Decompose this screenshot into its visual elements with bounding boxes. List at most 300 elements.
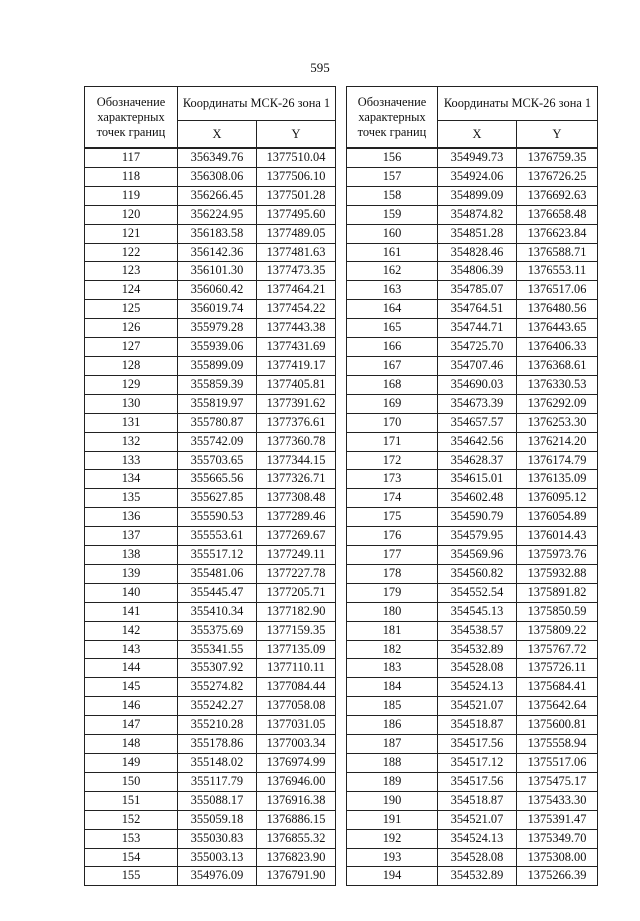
table-row [347,564,598,583]
table-row [347,716,598,735]
table-row [85,527,336,546]
point-id-cell: 187 [347,735,438,754]
table-row [85,867,336,886]
x-coordinate-cell: 356349.76 [178,148,257,167]
y-coordinate-cell: 1375308.00 [517,848,598,867]
x-coordinate-cell: 354949.73 [438,148,517,167]
table-row [347,602,598,621]
y-coordinate-cell: 1375475.17 [517,772,598,791]
x-coordinate-cell: 354528.08 [438,848,517,867]
y-coordinate-cell: 1377506.10 [257,167,336,186]
x-coordinate-cell: 355742.09 [178,432,257,451]
x-coordinate-cell: 355117.79 [178,772,257,791]
point-id-cell: 135 [85,489,178,508]
table-row [347,413,598,432]
point-id-cell: 124 [85,281,178,300]
y-coordinate-cell: 1377227.78 [257,564,336,583]
point-id-cell: 140 [85,583,178,602]
table-row [85,791,336,810]
point-id-cell: 138 [85,546,178,565]
table-row [85,375,336,394]
point-id-cell: 131 [85,413,178,432]
point-id-cell: 182 [347,640,438,659]
x-coordinate-cell: 355307.92 [178,659,257,678]
table-row [85,829,336,848]
y-coordinate-cell: 1375767.72 [517,640,598,659]
x-coordinate-cell: 354521.07 [438,697,517,716]
x-coordinate-cell: 355517.12 [178,546,257,565]
y-coordinate-cell: 1376135.09 [517,470,598,489]
y-coordinate-cell: 1375600.81 [517,716,598,735]
table-row [85,621,336,640]
y-coordinate-cell: 1376095.12 [517,489,598,508]
x-coordinate-cell: 354552.54 [438,583,517,602]
y-coordinate-cell: 1377405.81 [257,375,336,394]
x-coordinate-cell: 355242.27 [178,697,257,716]
y-coordinate-cell: 1377391.62 [257,394,336,413]
y-coordinate-cell: 1376054.89 [517,508,598,527]
y-coordinate-cell: 1377084.44 [257,678,336,697]
point-id-cell: 130 [85,394,178,413]
x-coordinate-cell: 356019.74 [178,300,257,319]
x-coordinate-cell: 355148.02 [178,754,257,773]
x-coordinate-cell: 355210.28 [178,716,257,735]
x-coordinate-cell: 355899.09 [178,356,257,375]
y-coordinate-cell: 1376517.06 [517,281,598,300]
table-row [347,754,598,773]
table-row [347,281,598,300]
x-coordinate-cell: 356266.45 [178,186,257,205]
table-row [347,678,598,697]
x-coordinate-cell: 355481.06 [178,564,257,583]
x-coordinate-cell: 354532.89 [438,640,517,659]
point-id-cell: 120 [85,205,178,224]
table-row [347,167,598,186]
table-row [347,470,598,489]
x-coordinate-cell: 354560.82 [438,564,517,583]
point-id-cell: 127 [85,338,178,357]
point-id-cell: 194 [347,867,438,886]
table-row [347,224,598,243]
y-coordinate-cell: 1377443.38 [257,319,336,338]
y-coordinate-cell: 1377182.90 [257,602,336,621]
table-row [347,394,598,413]
y-coordinate-cell: 1377135.09 [257,640,336,659]
y-coordinate-cell: 1377110.11 [257,659,336,678]
point-id-cell: 183 [347,659,438,678]
table-row [347,356,598,375]
table-row [347,186,598,205]
table-row [347,508,598,527]
table-row [347,546,598,565]
table-row [347,262,598,281]
x-coordinate-cell: 354657.57 [438,413,517,432]
x-coordinate-cell: 356101.30 [178,262,257,281]
x-coordinate-cell: 355178.86 [178,735,257,754]
table-row [85,243,336,262]
x-coordinate-cell: 355375.69 [178,621,257,640]
y-coordinate-cell: 1377473.35 [257,262,336,281]
x-coordinate-cell: 354924.06 [438,167,517,186]
point-id-cell: 189 [347,772,438,791]
point-id-cell: 175 [347,508,438,527]
table-row [85,678,336,697]
y-coordinate-cell: 1375558.94 [517,735,598,754]
table-row [85,205,336,224]
x-coordinate-cell: 354976.09 [178,867,257,886]
y-coordinate-cell: 1376658.48 [517,205,598,224]
point-id-cell: 139 [85,564,178,583]
x-coordinate-cell: 356224.95 [178,205,257,224]
point-id-cell: 160 [347,224,438,243]
table-row [347,451,598,470]
table-row [85,489,336,508]
y-coordinate-cell: 1377344.15 [257,451,336,470]
point-id-cell: 141 [85,602,178,621]
point-id-cell: 143 [85,640,178,659]
point-id-cell: 150 [85,772,178,791]
y-coordinate-cell: 1376974.99 [257,754,336,773]
y-coordinate-cell: 1376174.79 [517,451,598,470]
x-coordinate-cell: 354517.56 [438,772,517,791]
point-id-cell: 184 [347,678,438,697]
point-id-cell: 171 [347,432,438,451]
point-id-cell: 159 [347,205,438,224]
table-row [85,432,336,451]
x-coordinate-cell: 354532.89 [438,867,517,886]
point-id-cell: 144 [85,659,178,678]
x-coordinate-cell: 354744.71 [438,319,517,338]
table-row [347,697,598,716]
y-coordinate-cell: 1375850.59 [517,602,598,621]
y-coordinate-cell: 1375891.82 [517,583,598,602]
table-row [85,451,336,470]
point-id-cell: 153 [85,829,178,848]
table-row [85,470,336,489]
table-row [85,186,336,205]
x-coordinate-cell: 354707.46 [438,356,517,375]
x-coordinate-cell: 354518.87 [438,716,517,735]
y-coordinate-cell: 1377464.21 [257,281,336,300]
point-id-cell: 122 [85,243,178,262]
point-id-cell: 179 [347,583,438,602]
point-id-cell: 121 [85,224,178,243]
y-coordinate-cell: 1376886.15 [257,810,336,829]
table-row [347,148,598,167]
y-coordinate-cell: 1377489.05 [257,224,336,243]
point-id-cell: 167 [347,356,438,375]
x-coordinate-cell: 354628.37 [438,451,517,470]
point-id-cell: 128 [85,356,178,375]
y-header: Y [257,121,336,149]
table-row [347,659,598,678]
y-coordinate-cell: 1376692.63 [517,186,598,205]
y-coordinate-cell: 1375391.47 [517,810,598,829]
point-id-cell: 146 [85,697,178,716]
y-coordinate-cell: 1376791.90 [257,867,336,886]
coordinates-table-left [84,86,336,886]
point-id-cell: 161 [347,243,438,262]
table-row [347,375,598,394]
table-row [85,413,336,432]
x-coordinate-cell: 354517.56 [438,735,517,754]
x-coordinate-cell: 355059.18 [178,810,257,829]
y-coordinate-cell: 1376759.35 [517,148,598,167]
x-coordinate-cell: 354528.08 [438,659,517,678]
x-coordinate-cell: 354874.82 [438,205,517,224]
point-id-cell: 158 [347,186,438,205]
x-coordinate-cell: 355003.13 [178,848,257,867]
coordinates-table-right [346,86,598,886]
point-id-cell: 193 [347,848,438,867]
x-coordinate-cell: 354642.56 [438,432,517,451]
table-row [347,735,598,754]
point-id-cell: 133 [85,451,178,470]
point-id-cell: 164 [347,300,438,319]
y-coordinate-cell: 1377360.78 [257,432,336,451]
y-coordinate-cell: 1376368.61 [517,356,598,375]
table-row [85,281,336,300]
x-coordinate-cell: 354828.46 [438,243,517,262]
table-row [347,205,598,224]
table-row [347,583,598,602]
point-id-cell: 151 [85,791,178,810]
point-id-cell: 148 [85,735,178,754]
table-row [347,432,598,451]
table-row [347,772,598,791]
table-row [85,546,336,565]
y-coordinate-cell: 1376823.90 [257,848,336,867]
y-coordinate-cell: 1376214.20 [517,432,598,451]
y-coordinate-cell: 1377159.35 [257,621,336,640]
point-id-cell: 176 [347,527,438,546]
x-coordinate-cell: 354579.95 [438,527,517,546]
point-id-cell: 170 [347,413,438,432]
x-coordinate-cell: 355088.17 [178,791,257,810]
table-row [85,508,336,527]
point-id-cell: 166 [347,338,438,357]
table-row [347,338,598,357]
y-coordinate-cell: 1375932.88 [517,564,598,583]
y-coordinate-cell: 1375642.64 [517,697,598,716]
x-coordinate-cell: 355553.61 [178,527,257,546]
point-id-cell: 172 [347,451,438,470]
y-coordinate-cell: 1376553.11 [517,262,598,281]
page-number: 595 [310,60,330,75]
point-id-cell: 134 [85,470,178,489]
point-id-cell: 119 [85,186,178,205]
point-id-cell: 188 [347,754,438,773]
point-id-cell: 192 [347,829,438,848]
y-coordinate-cell: 1377454.22 [257,300,336,319]
x-coordinate-cell: 354521.07 [438,810,517,829]
point-id-cell: 156 [347,148,438,167]
x-coordinate-cell: 355030.83 [178,829,257,848]
point-id-cell: 185 [347,697,438,716]
y-coordinate-cell: 1375433.30 [517,791,598,810]
y-coordinate-cell: 1376480.56 [517,300,598,319]
x-coordinate-cell: 355780.87 [178,413,257,432]
point-id-cell: 117 [85,148,178,167]
x-coordinate-cell: 355274.82 [178,678,257,697]
table-row [85,300,336,319]
x-coordinate-cell: 355627.85 [178,489,257,508]
point-id-cell: 118 [85,167,178,186]
x-coordinate-cell: 354518.87 [438,791,517,810]
table-row [85,810,336,829]
y-coordinate-cell: 1376623.84 [517,224,598,243]
point-id-cell: 137 [85,527,178,546]
point-id-cell: 178 [347,564,438,583]
x-coordinate-cell: 354524.13 [438,829,517,848]
y-coordinate-cell: 1377376.61 [257,413,336,432]
y-coordinate-cell: 1376726.25 [517,167,598,186]
y-coordinate-cell: 1375517.06 [517,754,598,773]
point-id-cell: 145 [85,678,178,697]
point-id-cell: 181 [347,621,438,640]
coords-header: Координаты МСК-26 зона 1 [438,87,598,121]
table-row [85,564,336,583]
y-coordinate-cell: 1376443.65 [517,319,598,338]
x-coordinate-cell: 354690.03 [438,375,517,394]
x-coordinate-cell: 354545.13 [438,602,517,621]
x-coordinate-cell: 355703.65 [178,451,257,470]
x-coordinate-cell: 354517.12 [438,754,517,773]
table-row [347,640,598,659]
y-coordinate-cell: 1377205.71 [257,583,336,602]
point-id-cell: 132 [85,432,178,451]
table-row [85,356,336,375]
table-row [85,735,336,754]
x-coordinate-cell: 354615.01 [438,470,517,489]
point-id-cell: 180 [347,602,438,621]
y-coordinate-cell: 1375809.22 [517,621,598,640]
y-coordinate-cell: 1377308.48 [257,489,336,508]
point-id-cell: 155 [85,867,178,886]
x-coordinate-cell: 354725.70 [438,338,517,357]
point-id-cell: 154 [85,848,178,867]
x-coordinate-cell: 355979.28 [178,319,257,338]
x-coordinate-cell: 355819.97 [178,394,257,413]
x-coordinate-cell: 354538.57 [438,621,517,640]
x-coordinate-cell: 354899.09 [438,186,517,205]
y-coordinate-cell: 1377419.17 [257,356,336,375]
y-coordinate-cell: 1377481.63 [257,243,336,262]
x-coordinate-cell: 355445.47 [178,583,257,602]
y-coordinate-cell: 1377058.08 [257,697,336,716]
table-row [85,848,336,867]
point-id-cell: 149 [85,754,178,773]
x-coordinate-cell: 354569.96 [438,546,517,565]
x-coordinate-cell: 355341.55 [178,640,257,659]
table-row [85,697,336,716]
x-coordinate-cell: 356183.58 [178,224,257,243]
y-coordinate-cell: 1377003.34 [257,735,336,754]
point-id-cell: 191 [347,810,438,829]
x-coordinate-cell: 355410.34 [178,602,257,621]
x-coordinate-cell: 354764.51 [438,300,517,319]
x-coordinate-cell: 354590.79 [438,508,517,527]
point-id-cell: 157 [347,167,438,186]
y-coordinate-cell: 1376292.09 [517,394,598,413]
table-row [85,583,336,602]
y-coordinate-cell: 1377510.04 [257,148,336,167]
x-coordinate-cell: 355590.53 [178,508,257,527]
table-row [85,602,336,621]
y-coordinate-cell: 1376253.30 [517,413,598,432]
x-header: X [178,121,257,149]
y-coordinate-cell: 1375349.70 [517,829,598,848]
point-id-cell: 177 [347,546,438,565]
point-id-cell: 136 [85,508,178,527]
y-coordinate-cell: 1376946.00 [257,772,336,791]
point-id-cell: 190 [347,791,438,810]
table-row [347,848,598,867]
y-coordinate-cell: 1377326.71 [257,470,336,489]
point-id-cell: 168 [347,375,438,394]
y-coordinate-cell: 1375726.11 [517,659,598,678]
y-coordinate-cell: 1376330.53 [517,375,598,394]
point-id-cell: 152 [85,810,178,829]
x-coordinate-cell: 356060.42 [178,281,257,300]
y-coordinate-cell: 1375684.41 [517,678,598,697]
point-id-cell: 163 [347,281,438,300]
point-id-cell: 162 [347,262,438,281]
table-row [85,754,336,773]
table-row [347,621,598,640]
x-header: X [438,121,517,149]
x-coordinate-cell: 355859.39 [178,375,257,394]
x-coordinate-cell: 354602.48 [438,489,517,508]
y-coordinate-cell: 1377249.11 [257,546,336,565]
table-row [347,810,598,829]
table-row [347,489,598,508]
table-row [85,659,336,678]
table-row [347,300,598,319]
point-id-cell: 165 [347,319,438,338]
table-row [347,867,598,886]
table-row [347,527,598,546]
table-row [85,772,336,791]
x-coordinate-cell: 355939.06 [178,338,257,357]
point-id-cell: 174 [347,489,438,508]
x-coordinate-cell: 356308.06 [178,167,257,186]
table-row [85,224,336,243]
x-coordinate-cell: 356142.36 [178,243,257,262]
table-row [85,148,336,167]
point-label-header: Обозначение характерных точек границ [85,87,178,149]
point-id-cell: 129 [85,375,178,394]
y-coordinate-cell: 1376855.32 [257,829,336,848]
x-coordinate-cell: 354785.07 [438,281,517,300]
table-row [85,394,336,413]
y-coordinate-cell: 1376588.71 [517,243,598,262]
y-coordinate-cell: 1377501.28 [257,186,336,205]
point-id-cell: 126 [85,319,178,338]
point-id-cell: 169 [347,394,438,413]
point-id-cell: 142 [85,621,178,640]
x-coordinate-cell: 354524.13 [438,678,517,697]
y-header: Y [517,121,598,149]
point-id-cell: 125 [85,300,178,319]
point-label-header: Обозначение характерных точек границ [347,87,438,149]
y-coordinate-cell: 1377269.67 [257,527,336,546]
y-coordinate-cell: 1377289.46 [257,508,336,527]
y-coordinate-cell: 1377431.69 [257,338,336,357]
table-row [347,829,598,848]
point-id-cell: 147 [85,716,178,735]
table-row [347,243,598,262]
